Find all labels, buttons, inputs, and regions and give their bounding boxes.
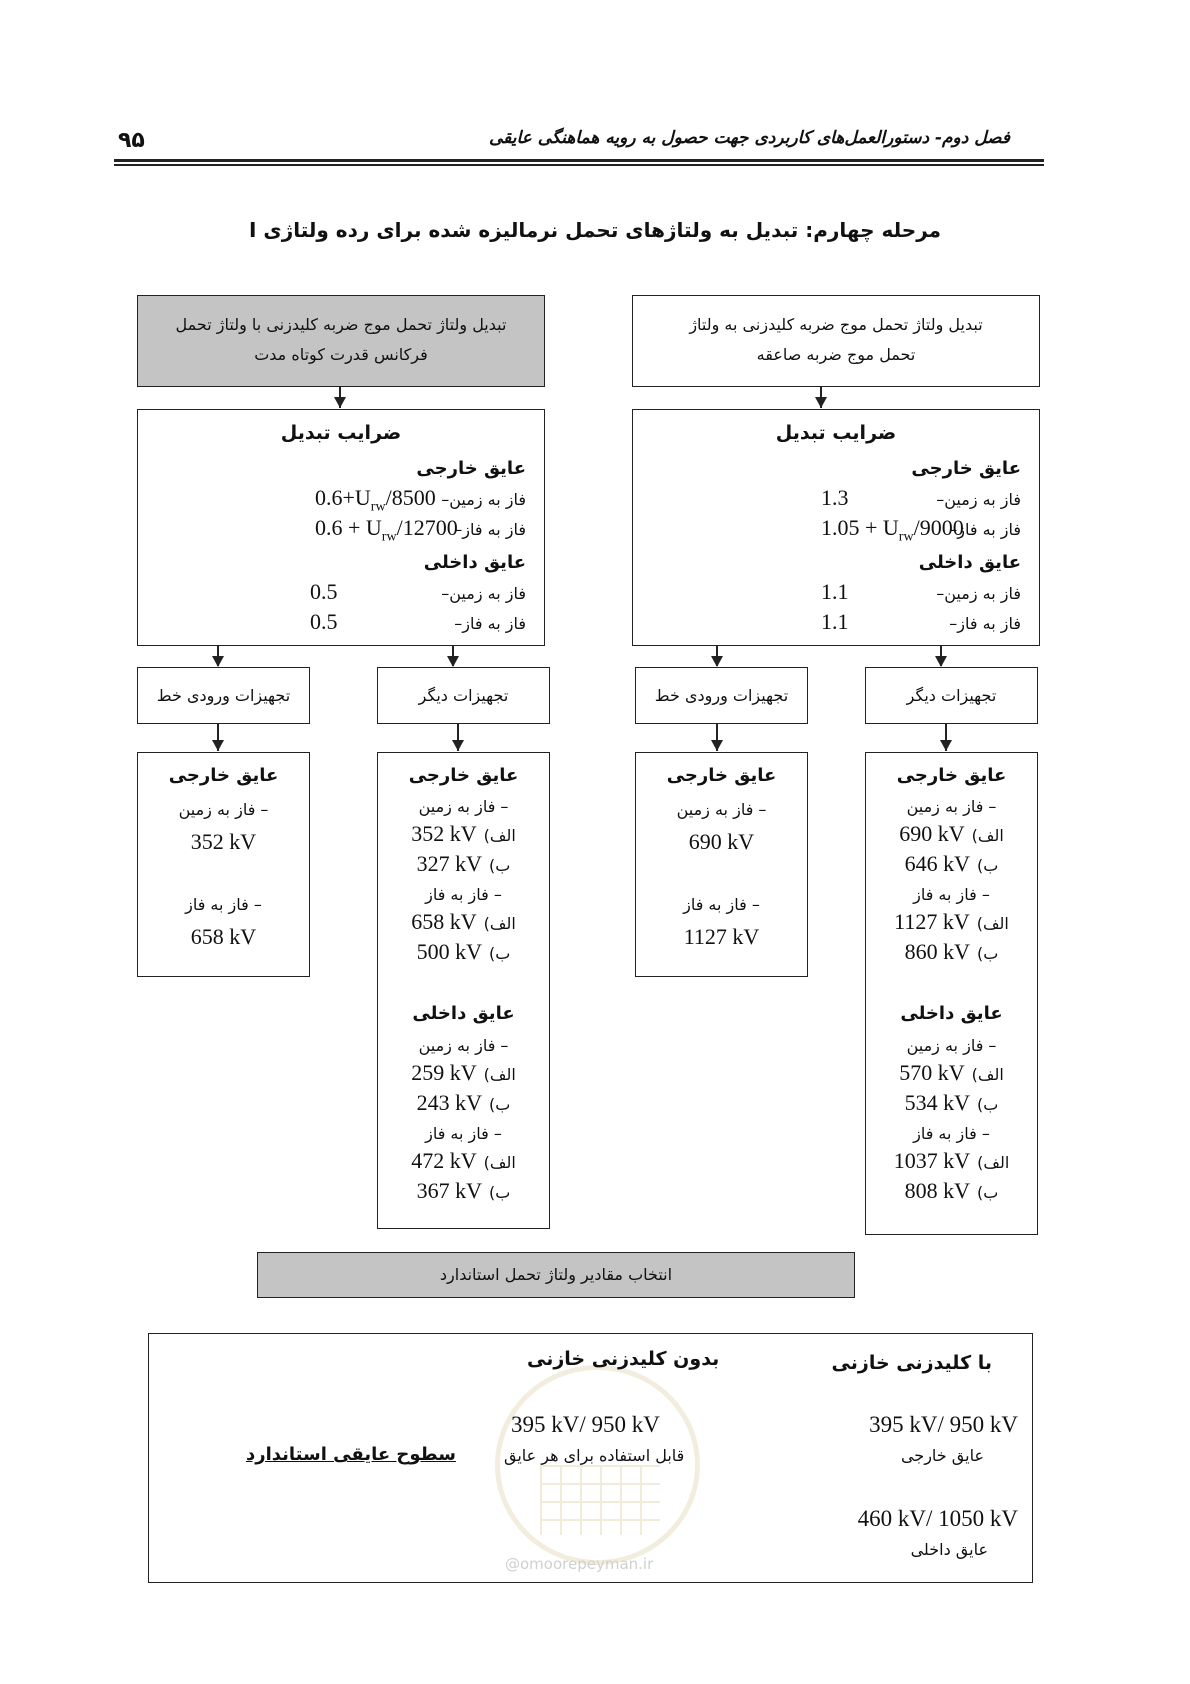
value-row-be: 860 kV (ب: [904, 939, 999, 964]
pe-withstand-value: 690 kV: [688, 829, 755, 854]
with-value-internal: 460 kV/ 1050 kV: [857, 1506, 1018, 1531]
phase-to-earth-label: فاز به زمین–: [441, 490, 526, 509]
factors-title: ضرایب تبدیل: [775, 422, 897, 444]
arrow-down-icon: [815, 397, 827, 408]
phase-to-phase-label: – فاز به فاز: [913, 885, 990, 904]
arrow-down-icon: [935, 656, 947, 667]
external-insulation-label: عایق خارجی: [896, 765, 1007, 786]
box-line: فرکانس قدرت کوتاه مدت: [254, 345, 428, 364]
arrow-down-icon: [447, 656, 459, 667]
header-rule: [114, 159, 1044, 162]
value-row-alef: 352 kV (الف: [411, 821, 516, 846]
lightning-impulse-conversion-box: [632, 295, 1040, 387]
value-row-be: 500 kV (ب: [416, 939, 511, 964]
phase-to-earth-label: فاز به زمین–: [441, 584, 526, 603]
box-line: تبدیل ولتاژ تحمل موج ضربه کلیدزنی با ولتاژ تحمل: [175, 315, 507, 334]
ext-pe-factor: 1.3: [821, 485, 849, 510]
phase-to-phase-label: – فاز به فاز: [185, 895, 262, 914]
int-pe-factor: 0.5: [310, 579, 338, 604]
internal-insulation-label: عایق داخلی: [900, 1003, 1003, 1024]
line-entrance-equipment-box: تجهیزات ورودی خط: [635, 667, 808, 724]
right-line-entrance-result: [635, 752, 808, 977]
phase-to-earth-label: – فاز به زمین: [906, 797, 997, 816]
without-capacitor-switching-header: بدون کلیدزنی خازنی: [527, 1348, 720, 1370]
phase-to-earth-label: فاز به زمین–: [936, 584, 1021, 603]
right-conversion-factors-box: [632, 409, 1040, 646]
with-desc-internal: عایق داخلی: [910, 1540, 988, 1559]
value-row-be: 367 kV (ب: [416, 1178, 511, 1203]
left-other-equipment-result: [377, 752, 550, 1229]
phase-to-earth-label: – فاز به زمین: [906, 1036, 997, 1055]
external-insulation-label: عایق خارجی: [168, 765, 279, 786]
arrow-down-icon: [212, 656, 224, 667]
value-row-be: 646 kV (ب: [904, 851, 999, 876]
phase-to-phase-label: – فاز به فاز: [425, 885, 502, 904]
arrow-down-icon: [940, 740, 952, 751]
value-row-be: 327 kV (ب: [416, 851, 511, 876]
with-value-external: 395 kV/ 950 kV: [869, 1412, 1018, 1437]
arrow-down-icon: [212, 740, 224, 751]
left-conversion-factors-box: [137, 409, 545, 646]
value-row-alef: 472 kV (الف: [411, 1148, 516, 1173]
phase-to-phase-label: فاز به فاز–: [949, 614, 1021, 633]
power-frequency-conversion-box: [137, 295, 545, 387]
section-heading: مرحله چهارم: تبدیل به ولتاژهای تحمل نرمالیزه شده برای رده ولتاژی I: [248, 218, 942, 242]
ext-pe-factor: $0.6+U_{rw}/8500$: [315, 485, 436, 515]
phase-to-earth-label: – فاز به زمین: [418, 797, 509, 816]
phase-to-earth-label: فاز به زمین–: [936, 490, 1021, 509]
arrow-down-icon: [711, 740, 723, 751]
phase-to-phase-label: – فاز به فاز: [913, 1124, 990, 1143]
other-equipment-box: تجهیزات دیگر: [377, 667, 550, 724]
internal-insulation-label: عایق داخلی: [423, 552, 526, 573]
standard-selection-box: انتخاب مقادیر ولتاژ تحمل استاندارد: [257, 1252, 855, 1298]
value-row-alef: 658 kV (الف: [411, 909, 516, 934]
box-line: تحمل موج ضربه صاعقه: [756, 345, 916, 364]
phase-to-phase-label: فاز به فاز–: [454, 614, 526, 633]
phase-to-phase-label: – فاز به فاز: [425, 1124, 502, 1143]
pp-withstand-value: 1127 kV: [683, 924, 760, 949]
external-insulation-label: عایق خارجی: [416, 458, 526, 479]
arrow-down-icon: [334, 397, 346, 408]
factors-title: ضرایب تبدیل: [280, 422, 402, 444]
phase-to-phase-label: – فاز به فاز: [683, 895, 760, 914]
pe-withstand-value: 352 kV: [190, 829, 257, 854]
watermark-text: @omoorepeyman.ir: [505, 1555, 654, 1573]
chapter-title: فصل دوم- دستورالعمل‌های کاربردی جهت حصول به رویه هماهنگی عایقی: [488, 128, 1010, 148]
phase-to-earth-label: – فاز به زمین: [178, 800, 269, 819]
value-row-alef: 690 kV (الف: [899, 821, 1004, 846]
external-insulation-label: عایق خارجی: [666, 765, 777, 786]
ext-pp-factor: $0.6 + U_{rw}/12700$: [315, 515, 458, 545]
external-insulation-label: عایق خارجی: [408, 765, 519, 786]
standard-levels-label: سطوح عایقی استاندارد: [246, 1444, 456, 1465]
internal-insulation-label: عایق داخلی: [918, 552, 1021, 573]
header-rule-thin: [114, 164, 1044, 166]
external-insulation-label: عایق خارجی: [911, 458, 1021, 479]
int-pe-factor: 1.1: [821, 579, 849, 604]
phase-to-phase-label: فاز به فاز–: [949, 520, 1021, 539]
left-line-entrance-result: [137, 752, 310, 977]
other-equipment-box: تجهیزات دیگر: [865, 667, 1038, 724]
without-value: 395 kV/ 950 kV: [511, 1412, 660, 1437]
value-row-alef: 1037 kV (الف: [893, 1148, 1010, 1173]
phase-to-earth-label: – فاز به زمین: [676, 800, 767, 819]
value-row-alef: 1127 kV (الف: [894, 909, 1009, 934]
internal-insulation-label: عایق داخلی: [412, 1003, 515, 1024]
value-row-be: 243 kV (ب: [416, 1090, 511, 1115]
value-row-be: 534 kV (ب: [904, 1090, 999, 1115]
phase-to-earth-label: – فاز به زمین: [418, 1036, 509, 1055]
with-capacitor-switching-header: با کلیدزنی خازنی: [831, 1352, 992, 1374]
box-line: تبدیل ولتاژ تحمل موج ضربه کلیدزنی به ولتاژ: [689, 315, 983, 334]
standard-insulation-levels-table: [148, 1333, 1033, 1583]
phase-to-phase-label: فاز به فاز–: [454, 520, 526, 539]
with-desc-external: عایق خارجی: [900, 1446, 984, 1465]
ext-pp-factor: $1.05 + U_{rw}/9000$: [821, 515, 964, 545]
int-pp-factor: 1.1: [821, 609, 849, 634]
value-row-alef: 259 kV (الف: [411, 1060, 516, 1085]
pp-withstand-value: 658 kV: [190, 924, 257, 949]
int-pp-factor: 0.5: [310, 609, 338, 634]
page-number: ۹۵: [118, 128, 145, 153]
line-entrance-equipment-box: تجهیزات ورودی خط: [137, 667, 310, 724]
arrow-down-icon: [711, 656, 723, 667]
arrow-down-icon: [452, 740, 464, 751]
value-row-alef: 570 kV (الف: [899, 1060, 1004, 1085]
without-desc: قابل استفاده برای هر عایق: [504, 1446, 685, 1465]
value-row-be: 808 kV (ب: [904, 1178, 999, 1203]
right-other-equipment-result: [865, 752, 1038, 1235]
